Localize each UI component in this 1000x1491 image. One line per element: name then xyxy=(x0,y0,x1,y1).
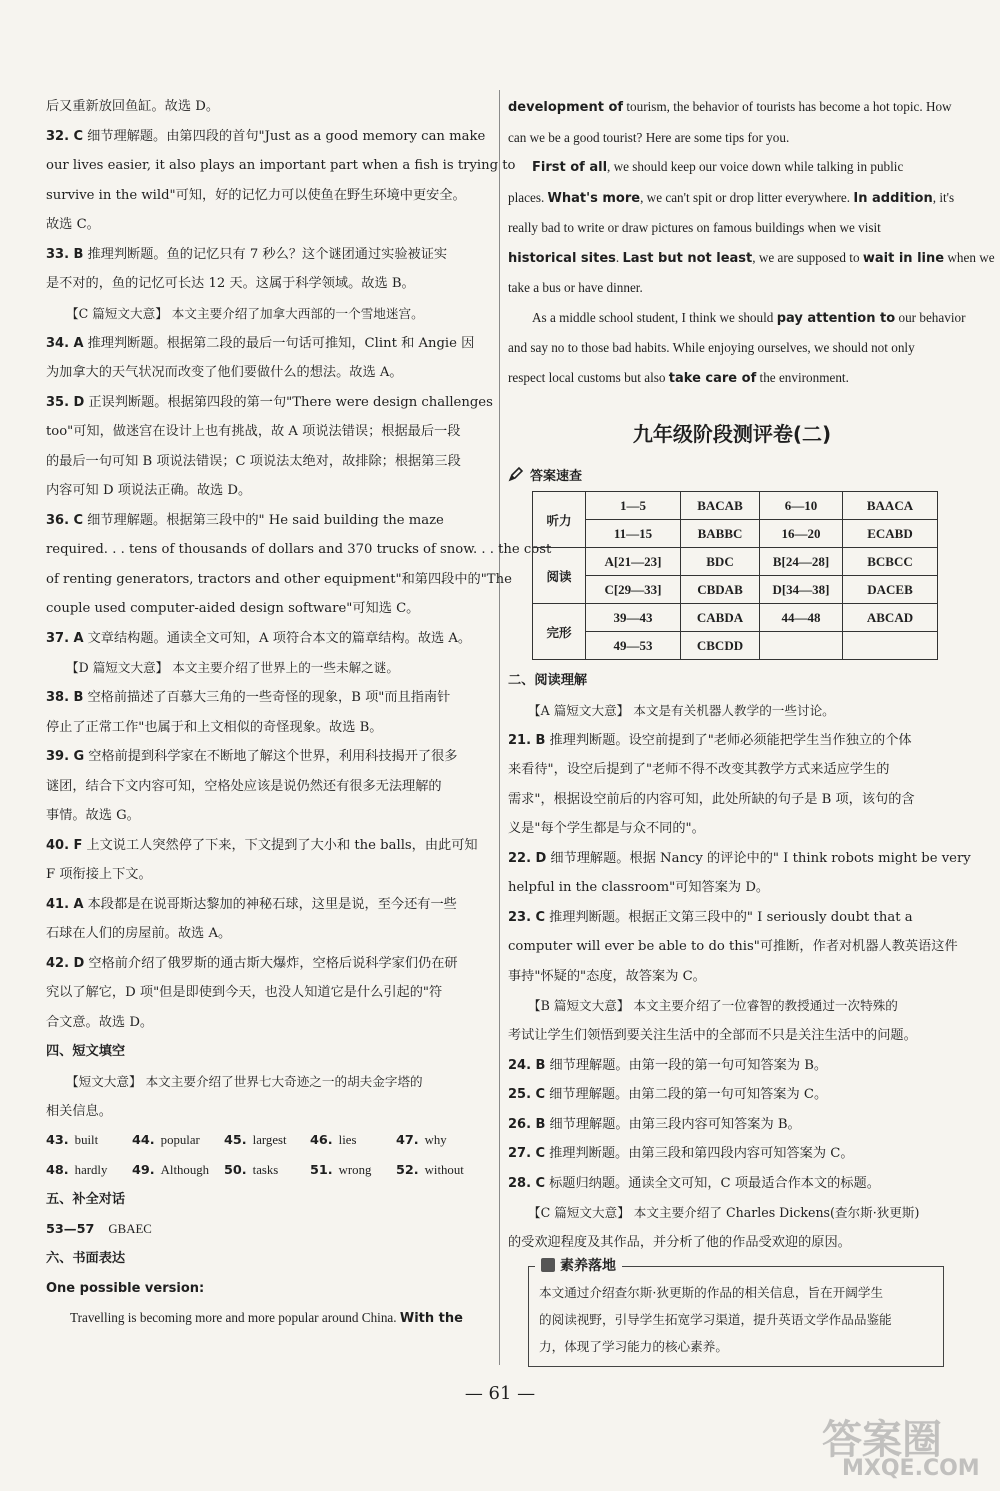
answer-line xyxy=(508,903,956,933)
table-cell: 16—20 xyxy=(760,520,843,548)
fill-number: 51. xyxy=(310,1162,333,1178)
answer-line: 后又重新放回鱼缸。故选 D。 xyxy=(46,99,220,114)
essay-line xyxy=(508,243,995,274)
quick-answer-heading xyxy=(508,461,956,487)
essay-line xyxy=(46,1303,494,1334)
essay-text: tourism, the behavior of tourists has become a hot topic. How xyxy=(623,99,952,114)
table-cell xyxy=(760,632,843,660)
table-cell: 11—15 xyxy=(586,520,681,548)
table-row xyxy=(533,492,938,520)
answer-text: couple used computer-aided design software"可知选 C。 xyxy=(46,601,420,616)
group-label: 阅读 xyxy=(533,548,586,604)
table-cell: 49—53 xyxy=(586,632,681,660)
summary-text: 【D 篇短文大意】 本文主要介绍了世界上的一些未解之谜。 xyxy=(66,660,399,675)
answer-text: computer will ever be able to do this"可推断，作者对机器人教英语这件 xyxy=(508,939,958,954)
question-number: 39. G xyxy=(46,749,85,764)
fill-word: tasks xyxy=(252,1162,279,1177)
summary-text: 【C 篇短文大意】 本文主要介绍了加拿大西部的一个雪地迷宫。 xyxy=(66,305,424,321)
essay-bold: take care of xyxy=(668,370,757,386)
table-cell: BCBCC xyxy=(843,548,938,576)
table-row xyxy=(533,604,938,632)
fill-item xyxy=(396,1156,466,1186)
answer-text: 内容可知 D 项说法正确。故选 D。 xyxy=(46,483,252,498)
group-label: 完形 xyxy=(533,604,586,660)
dialog-range: 53—57 xyxy=(46,1221,95,1237)
fill-word: hardly xyxy=(74,1162,108,1177)
section-heading: 四、短文填空 xyxy=(46,1044,126,1059)
dialog-answer xyxy=(46,1215,494,1245)
fill-word: lies xyxy=(338,1133,357,1147)
answer-line xyxy=(46,447,494,477)
question-number: 34. A xyxy=(46,335,84,351)
table-cell: BABBC xyxy=(681,520,760,548)
literacy-text: 本文通过介绍查尔斯·狄更斯的作品的相关信息，旨在开阔学生 xyxy=(539,1284,884,1300)
literacy-label-text: 素养落地 xyxy=(560,1257,616,1274)
essay-line xyxy=(508,183,956,214)
answer-line xyxy=(46,476,494,506)
answer-text: F 项衔接上下文。 xyxy=(46,867,152,882)
answer-text: 合文意。故选 D。 xyxy=(46,1014,154,1030)
answer-line xyxy=(46,683,494,713)
answer-line xyxy=(508,755,956,785)
essay-text: can we be a good tourist? Here are some tips for you. xyxy=(508,129,790,145)
answer-line xyxy=(508,1169,956,1199)
answer-line xyxy=(46,358,494,388)
fill-number: 46. xyxy=(310,1133,333,1148)
essay-bold: wait in line xyxy=(862,250,945,266)
answer-line xyxy=(508,785,956,815)
answer-line xyxy=(46,417,494,447)
answer-text: 细节理解题。根据 Nancy 的评论中的" I think robots might be very xyxy=(550,850,971,866)
answer-text: 石球在人们的房屋前。故选 A。 xyxy=(46,926,232,941)
answer-text: 故选 C。 xyxy=(46,217,100,232)
essay-version-label: One possible version: xyxy=(46,1280,205,1296)
answer-line xyxy=(508,726,956,756)
answer-line xyxy=(508,962,956,992)
essay-line xyxy=(508,303,966,334)
table-cell: DACEB xyxy=(843,576,938,604)
table-cell: BACAB xyxy=(681,492,760,520)
answer-line xyxy=(46,240,494,270)
essay-line xyxy=(508,363,956,394)
essay-text: places. xyxy=(508,189,548,205)
fill-word: Although xyxy=(160,1162,210,1177)
question-number: 23. C xyxy=(508,909,546,925)
answer-text: 文章结构题。通读全文可知，A 项符合本文的篇章结构。故选 A。 xyxy=(87,630,472,646)
answer-line xyxy=(46,269,494,299)
answer-text: 标题归纳题。通读全文可知，C 项最适合作本文的标题。 xyxy=(549,1175,880,1191)
essay-line xyxy=(508,273,956,303)
summary-text: 的受欢迎程度及其作品，并分析了他的作品受欢迎的原因。 xyxy=(508,1235,851,1250)
table-cell: D[34—38] xyxy=(760,576,843,604)
fill-number: 50. xyxy=(224,1162,247,1178)
question-number: 27. C xyxy=(508,1146,546,1161)
fill-number: 49. xyxy=(132,1162,155,1178)
essay-line xyxy=(508,92,956,123)
essay-text: really bad to write or draw pictures on famous buildings when we visit xyxy=(508,220,881,235)
answer-text: 细节理解题。由第三段内容可知答案为 B。 xyxy=(549,1116,801,1132)
fill-item xyxy=(224,1156,310,1186)
page-number: — 61 — xyxy=(464,1383,536,1404)
answer-line xyxy=(508,873,956,903)
answer-line xyxy=(46,535,552,565)
table-row xyxy=(533,548,938,576)
fill-word: without xyxy=(424,1162,464,1177)
literacy-box xyxy=(528,1257,944,1367)
essay-bold: With the xyxy=(399,1311,463,1326)
essay-text: Travelling is becoming more and more popular around China. xyxy=(70,1310,397,1325)
table-cell xyxy=(843,632,938,660)
fill-number: 52. xyxy=(396,1162,419,1178)
answer-line xyxy=(508,932,956,962)
answer-text: 谜团，结合下文内容可知，空格处应该是说仍然还有很多无法理解的 xyxy=(46,778,442,794)
answer-text: our lives easier, it also plays an important part when a fish is trying to xyxy=(46,158,516,173)
answer-text: 需求"，根据设空前后的内容可知，此处所缺的句子是 B 项，该句的含 xyxy=(508,791,915,807)
table-row xyxy=(533,632,938,660)
essay-text: and say no to those bad habits. While enjoying ourselves, we should not only xyxy=(508,340,915,355)
question-number: 41. A xyxy=(46,896,84,912)
table-cell: CBCDD xyxy=(681,632,760,660)
table-cell: 1—5 xyxy=(586,492,681,520)
fill-item xyxy=(310,1156,396,1186)
answer-line xyxy=(46,949,494,979)
answer-text: 推理判断题。由第三段和第四段内容可知答案为 C。 xyxy=(549,1146,854,1161)
answer-line xyxy=(508,1110,956,1140)
essay-bold: development of xyxy=(508,100,624,115)
answer-text: 本段都是在说哥斯达黎加的神秘石球，这里是说，至今还有一些 xyxy=(87,896,457,912)
fill-word: wrong xyxy=(338,1162,372,1177)
question-number: 38. B xyxy=(46,690,84,705)
fill-item xyxy=(396,1126,466,1156)
fill-word: built xyxy=(74,1133,99,1147)
answer-text: 细节理解题。由第一段的第一句可知答案为 B。 xyxy=(549,1057,828,1073)
table-cell: 44—48 xyxy=(760,604,843,632)
answer-text: 推理判断题。鱼的记忆只有 7 秒么？这个谜团通过实验被证实 xyxy=(87,246,448,262)
answer-text: 来看待"，设空后提到了"老师不得不改变其教学方式来适应学生的 xyxy=(508,762,890,777)
watermark-logo: 答案圈 xyxy=(822,1417,942,1463)
answer-text: too"可知，做迷宫在设计上也有挑战，故 A 项说法错误；根据最后一段 xyxy=(46,424,461,439)
literacy-text: 的阅读视野，引导学生拓宽学习渠道，提升英语文学作品品鉴能 xyxy=(539,1311,892,1327)
answer-text: 空格前提到科学家在不断地了解这个世界，利用科技揭开了很多 xyxy=(88,749,458,764)
column-divider xyxy=(499,90,500,1365)
summary-text: 【C 篇短文大意】 本文主要介绍了 Charles Dickens(查尔斯·狄更斯) xyxy=(528,1205,920,1220)
summary-text: 【A 篇短文大意】 本文是有关机器人教学的一些讨论。 xyxy=(528,702,835,718)
summary-text: 【B 篇短文大意】 本文主要介绍了一位睿智的教授通过一次特殊的 xyxy=(528,998,898,1013)
answer-line xyxy=(46,210,494,240)
fill-word: why xyxy=(424,1133,447,1147)
table-cell: BAACA xyxy=(843,492,938,520)
fill-row xyxy=(46,1156,494,1186)
fill-row xyxy=(46,1126,494,1156)
question-number: 26. B xyxy=(508,1116,546,1132)
summary-text: 【短文大意】 本文主要介绍了世界七大奇迹之一的胡夫金字塔的 xyxy=(66,1073,423,1089)
table-row xyxy=(533,576,938,604)
answer-text: 究以了解它，D 项"但是即使到今天，也没人知道它是什么引起的"符 xyxy=(46,985,443,1000)
fill-number: 45. xyxy=(224,1133,247,1148)
fill-item xyxy=(224,1126,310,1156)
question-number: 36. C xyxy=(46,512,84,528)
answer-text: helpful in the classroom"可知答案为 D。 xyxy=(508,880,770,895)
answer-text: 空格前描述了百慕大三角的一些奇怪的现象，B 项"而且指南针 xyxy=(87,690,451,705)
answer-line xyxy=(46,919,494,949)
watermark-url: MXQE.COM xyxy=(842,1456,980,1481)
fill-number: 47. xyxy=(396,1133,419,1148)
answer-line xyxy=(46,801,494,831)
essay-text: , we are supposed to xyxy=(752,249,863,265)
essay-line xyxy=(508,152,956,183)
answer-line xyxy=(46,181,494,211)
essay-text: our behavior xyxy=(895,309,966,325)
literacy-box-label xyxy=(535,1255,622,1275)
essay-line xyxy=(508,123,956,153)
quick-answer-label: 答案速查 xyxy=(530,468,583,484)
fill-item xyxy=(46,1156,132,1186)
question-number: 33. B xyxy=(46,246,84,262)
question-number: 24. B xyxy=(508,1057,546,1073)
section-heading: 六、书面表达 xyxy=(46,1251,126,1266)
book-icon xyxy=(541,1258,555,1272)
answer-line xyxy=(46,565,512,595)
answer-text: 推理判断题。根据第二段的最后一句话可推知，Clint 和 Angie 因 xyxy=(87,335,475,351)
essay-bold: pay attention to xyxy=(776,310,896,326)
answer-line xyxy=(46,122,494,152)
fill-item xyxy=(132,1156,224,1186)
table-cell: A[21—23] xyxy=(586,548,681,576)
fill-item xyxy=(46,1126,132,1156)
essay-text: , it's xyxy=(932,189,955,205)
answer-text: 正误判断题。根据第四段的第一句"There were design challenges xyxy=(88,394,493,410)
answer-text: survive in the wild"可知，好的记忆力可以使鱼在野生环境中更安全。 xyxy=(46,187,466,203)
answer-line xyxy=(46,742,494,772)
dialog-letters: GBAEC xyxy=(108,1221,152,1236)
essay-text: , we should keep our voice down while talking in public xyxy=(607,159,904,174)
fill-word: popular xyxy=(160,1133,200,1147)
fill-item xyxy=(310,1126,396,1156)
table-cell: 6—10 xyxy=(760,492,843,520)
table-cell: ECABD xyxy=(843,520,938,548)
answer-line xyxy=(46,772,494,802)
answer-text: 停止了正常工作"也属于和上文相似的奇怪现象。故选 B。 xyxy=(46,719,383,735)
answer-text: 为加拿大的天气状况而改变了他们要做什么的想法。故选 A。 xyxy=(46,365,403,380)
answer-text: 的最后一句可知 B 项说法错误；C 项说法太绝对，故排除；根据第三段 xyxy=(46,453,461,469)
essay-bold: What's more xyxy=(547,190,641,206)
answer-line xyxy=(46,329,494,359)
table-cell: CABDA xyxy=(681,604,760,632)
question-number: 40. F xyxy=(46,837,83,853)
answer-line xyxy=(46,1008,494,1038)
fill-number: 44. xyxy=(132,1133,155,1148)
answer-text: 细节理解题。由第二段的第一句可知答案为 C。 xyxy=(549,1087,828,1102)
essay-bold: In addition xyxy=(853,190,933,206)
answer-text: 推理判断题。根据正文第三段中的" I seriously doubt that a xyxy=(549,909,913,925)
exam-title: 九年级阶段测评卷(二) xyxy=(632,422,832,446)
essay-line xyxy=(508,213,956,243)
answer-text: 义是"每个学生都是与众不同的"。 xyxy=(508,821,705,836)
table-cell: CBDAB xyxy=(681,576,760,604)
question-number: 28. C xyxy=(508,1175,546,1191)
answer-line xyxy=(46,890,494,920)
answer-text: 空格前介绍了俄罗斯的通古斯大爆炸，空格后说科学家们仍在研 xyxy=(88,955,458,971)
fill-item xyxy=(132,1126,224,1156)
answer-line xyxy=(46,713,494,743)
answer-line xyxy=(508,1139,956,1169)
question-number: 21. B xyxy=(508,732,546,748)
answer-line xyxy=(46,594,494,624)
answer-text: 上文说工人突然停了下来，下文提到了大小和 the balls，由此可知 xyxy=(86,837,478,853)
essay-line xyxy=(508,333,956,363)
table-cell: C[29—33] xyxy=(586,576,681,604)
answer-line xyxy=(508,1080,956,1110)
essay-bold: Last but not least xyxy=(622,250,753,266)
summary-text: 相关信息。 xyxy=(46,1103,112,1119)
section-heading: 二、阅读理解 xyxy=(508,673,588,688)
section-heading: 五、补全对话 xyxy=(46,1192,126,1207)
question-number: 25. C xyxy=(508,1087,546,1102)
fill-number: 48. xyxy=(46,1162,69,1178)
answer-text: 是不对的，鱼的记忆可长达 12 天。这属于科学领域。故选 B。 xyxy=(46,276,415,291)
answer-line xyxy=(508,844,971,874)
essay-text: , we can't spit or drop litter everywhere. xyxy=(640,189,854,205)
essay-text: take a bus or have dinner. xyxy=(508,280,643,295)
fill-number: 43. xyxy=(46,1133,69,1148)
answer-text: 事持"怀疑的"态度，故答案为 C。 xyxy=(508,968,706,984)
essay-text: As a middle school student, I think we should xyxy=(532,309,777,325)
answer-text: 细节理解题。根据第三段中的" He said building the maze xyxy=(87,512,444,528)
table-cell: BDC xyxy=(681,548,760,576)
question-number: 32. C xyxy=(46,128,84,144)
essay-text: respect local customs but also xyxy=(508,369,669,385)
answer-line xyxy=(46,506,494,536)
literacy-text: 力，体现了学习能力的核心素养。 xyxy=(539,1338,728,1354)
essay-bold: First of all xyxy=(532,160,608,175)
question-number: 35. D xyxy=(46,394,85,410)
essay-bold: historical sites xyxy=(508,250,616,266)
answer-line xyxy=(46,388,494,418)
answer-text: 事情。故选 G。 xyxy=(46,808,140,823)
question-number: 37. A xyxy=(46,630,84,646)
answer-line xyxy=(508,814,956,844)
summary-text: 考试让学生们领悟到要关注生活中的全部而不只是关注生活中的问题。 xyxy=(508,1028,917,1043)
right-column xyxy=(508,92,995,1367)
essay-text: when we xyxy=(944,249,995,265)
pencil-icon xyxy=(508,466,524,482)
answer-line xyxy=(46,978,494,1008)
answer-line xyxy=(508,1051,956,1081)
answer-table xyxy=(532,491,938,660)
question-number: 42. D xyxy=(46,955,85,971)
essay-text: . xyxy=(615,249,623,265)
answer-line xyxy=(46,151,516,181)
answer-text: 推理判断题。设空前提到了"老师必须能把学生当作独立的个体 xyxy=(549,732,912,748)
group-label: 听力 xyxy=(533,492,586,548)
answer-text: of renting generators, tractors and other equipment"和第四段中的"The xyxy=(46,571,512,587)
fill-word: largest xyxy=(252,1133,287,1147)
answer-line xyxy=(46,624,494,654)
question-number: 22. D xyxy=(508,850,547,866)
table-cell: B[24—28] xyxy=(760,548,843,576)
answer-line xyxy=(46,831,494,861)
answer-text: 细节理解题。由第四段的首句"Just as a good memory can make xyxy=(87,128,486,144)
answer-line xyxy=(46,860,494,890)
table-cell: ABCAD xyxy=(843,604,938,632)
table-cell: 39—43 xyxy=(586,604,681,632)
answer-text: required. . . tens of thousands of dollars and 370 trucks of snow. . . the cost xyxy=(46,542,552,557)
table-row xyxy=(533,520,938,548)
essay-text: the environment. xyxy=(756,369,849,385)
